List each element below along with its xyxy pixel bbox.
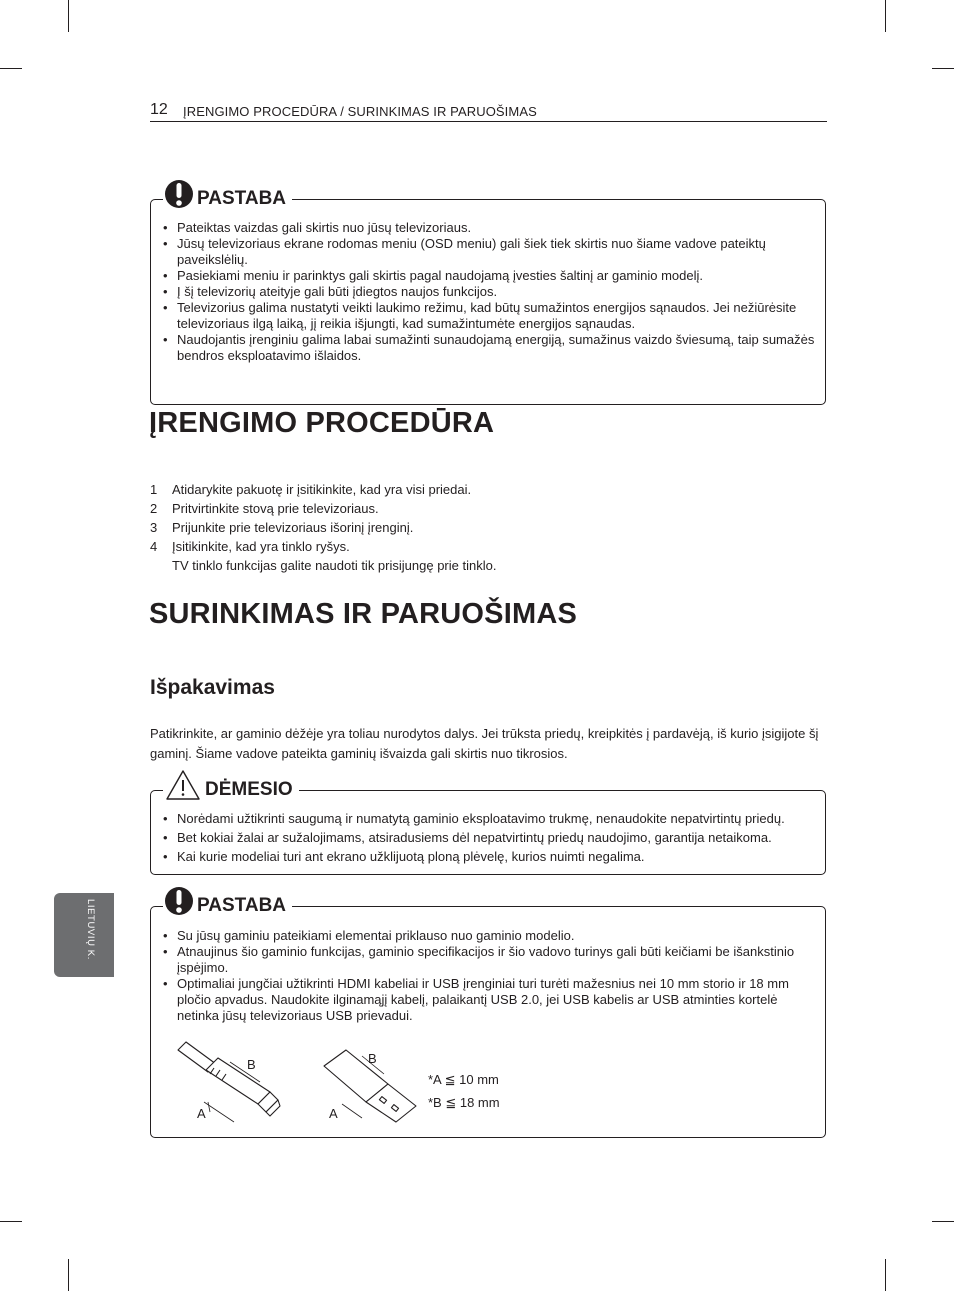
list-item: • Atnaujinus šio gaminio funkcijas, gaminio specifikacijos ir šio vadovo turinys gali būti keičiami be išankstinio įspėjimo. xyxy=(163,944,815,976)
crop-mark xyxy=(0,1221,22,1222)
dimension-b-limit: *B ≦ 18 mm xyxy=(428,1095,500,1110)
dimension-label-b: B xyxy=(368,1051,377,1066)
list-item: • Į šį televizorių ateityje gali būti įdiegtos naujos funkcijos. xyxy=(163,284,815,300)
list-item: • Su jūsų gaminiu pateikiami elementai priklauso nuo gaminio modelio. xyxy=(163,928,815,944)
dimension-label-a: A xyxy=(197,1106,206,1121)
list-item: • Bet kokiai žalai ar sužalojimams, atsiradusiems dėl nepatvirtintų priedų naudojimo, garantija netaikoma. xyxy=(163,830,815,846)
step-number: 1 xyxy=(150,482,158,497)
caution-heading xyxy=(163,765,299,801)
subsection-title: Išpakavimas xyxy=(150,676,275,699)
page-number: 12 xyxy=(150,101,168,118)
step-item xyxy=(150,499,496,518)
warning-triangle-icon xyxy=(165,769,201,801)
caution-list xyxy=(163,811,815,868)
note-heading xyxy=(163,174,292,210)
note-label: PASTABA xyxy=(197,188,287,209)
note-label: PASTABA xyxy=(197,895,287,916)
list-item: • Jūsų televizoriaus ekrane rodomas meniu (OSD meniu) gali šiek tiek skirtis nuo šiame vadove pateiktų paveikslėlių. xyxy=(163,236,815,268)
crop-mark xyxy=(932,68,954,69)
step-item xyxy=(150,480,496,499)
step-number: 3 xyxy=(150,520,158,535)
dimension-a-limit: *A ≦ 10 mm xyxy=(428,1072,499,1087)
section-title: SURINKIMAS IR PARUOŠIMAS xyxy=(149,598,578,630)
note-box xyxy=(150,188,826,405)
step-number: 4 xyxy=(150,539,158,554)
step-item xyxy=(150,518,496,537)
step-text: Atidarykite pakuotę ir įsitikinkite, kad yra visi priedai. xyxy=(172,482,472,497)
note-list xyxy=(163,220,815,364)
step-number: 2 xyxy=(150,501,158,516)
crop-mark xyxy=(68,0,69,32)
hdmi-plug-illustration xyxy=(170,1040,290,1125)
language-tab xyxy=(54,893,114,977)
list-item: • Optimaliai jungčiai užtikrinti HDMI kabeliai ir USB įrenginiai turi turėti mažesnius nei 10 mm storio ir 18 mm pločio apvadus. Naudokite ilginamąjį kabelį, palaikantį USB 2.0, jei USB kabelis ar USB atminties kortelė netinka jūsų televizoriaus USB prievadui. xyxy=(163,976,815,1024)
crop-mark xyxy=(0,68,22,69)
dimension-label-a: A xyxy=(329,1106,338,1121)
running-title: ĮRENGIMO PROCEDŪRA / SURINKIMAS IR PARUOŠIMAS xyxy=(183,104,537,119)
language-tab-label: LIETUVIŲ K. xyxy=(85,899,96,960)
steps-list xyxy=(150,480,496,575)
list-item: • Kai kurie modeliai turi ant ekrano užklijuotą ploną plėvelę, kurios nuimti negalima. xyxy=(163,849,815,865)
step-extra-text: TV tinklo funkcijas galite naudoti tik prisijungę prie tinklo. xyxy=(172,558,497,573)
dimension-label-b: B xyxy=(247,1057,256,1072)
list-item: • Naudojantis įrenginiu galima labai sumažinti sunaudojamą energiją, sumažinus vaizdo šviesumą, taip sumažės bendros eksploatavimo išlaidos. xyxy=(163,332,815,364)
exclamation-icon xyxy=(165,178,193,210)
intro-paragraph: Patikrinkite, ar gaminio dėžėje yra toliau nurodytos dalys. Jei trūksta priedų, kreipkitės į pardavėją, iš kurio įsigijote šį gaminį. Šiame vadove pateikta gaminių išvaizda gali skirtis nuo tikrosios. xyxy=(150,726,819,761)
dimension-limits xyxy=(428,1068,500,1114)
section-title: ĮRENGIMO PROCEDŪRA xyxy=(149,407,495,439)
step-note xyxy=(150,556,496,575)
step-item xyxy=(150,537,496,556)
crop-mark xyxy=(68,1259,69,1291)
crop-mark xyxy=(885,0,886,32)
note-list xyxy=(163,928,815,1024)
list-item: • Pateiktas vaizdas gali skirtis nuo jūsų televizoriaus. xyxy=(163,220,815,236)
step-text: Pritvirtinkite stovą prie televizoriaus. xyxy=(172,501,379,516)
note-heading xyxy=(163,881,292,917)
running-header xyxy=(150,101,827,122)
caution-box xyxy=(150,779,826,875)
crop-mark xyxy=(885,1259,886,1291)
exclamation-icon xyxy=(165,885,193,917)
caution-label: DĖMESIO xyxy=(205,779,293,800)
list-item: • Pasiekiami meniu ir parinktys gali skirtis pagal naudojamą įvesties šaltinį ar gaminio modelį. xyxy=(163,268,815,284)
step-text: Įsitikinkite, kad yra tinklo ryšys. xyxy=(172,539,350,554)
list-item: • Norėdami užtikrinti saugumą ir numatytą gaminio eksploatavimo trukmę, nenaudokite nepatvirtintų priedų. xyxy=(163,811,815,827)
step-text: Prijunkite prie televizoriaus išorinį įrenginį. xyxy=(172,520,414,535)
list-item: • Televizorius galima nustatyti veikti laukimo režimu, kad būtų sumažintos energijos sąnaudos. Jei nežiūrėsite televizoriaus ilgą laiką, jį reikia išjungti, kad sumažintumėte energijos sąnaudas. xyxy=(163,300,815,332)
crop-mark xyxy=(932,1221,954,1222)
